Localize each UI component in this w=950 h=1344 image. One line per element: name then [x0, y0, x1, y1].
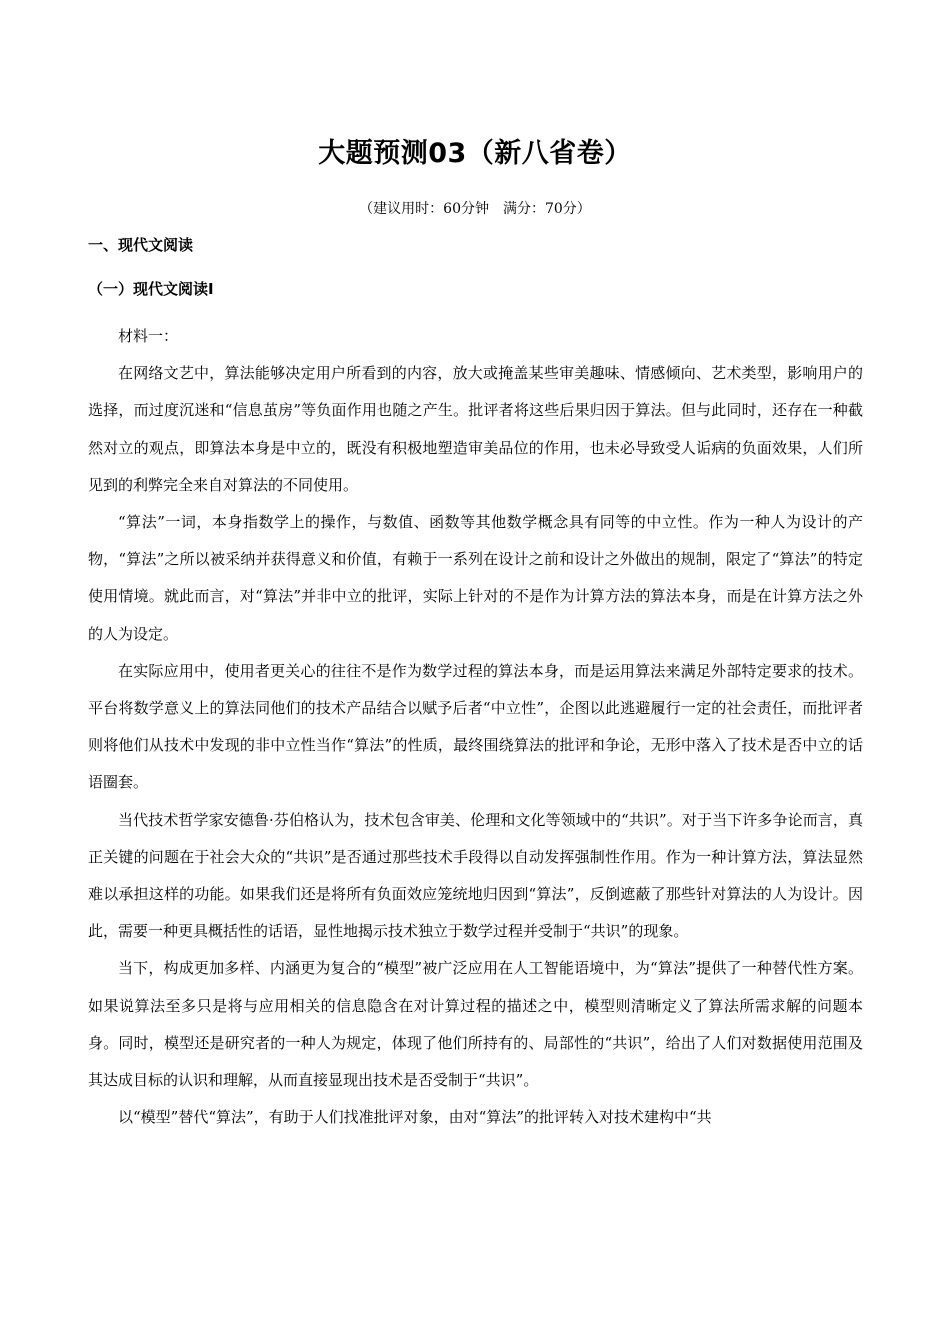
time-and-score-note: （建议用时：60分钟 满分：70分）: [359, 201, 591, 217]
passage-paragraph: 当代技术哲学家安德鲁·芬伯格认为，技术包含审美、伦理和文化等领域中的“共识”。对于当下许多争论而言，真正关键的问题在于社会大众的“共识”是否通过那些技术手段得以自动发挥强制性作用。作为一种计算方法，算法显然难以承担这样的功能。如果我们还是将所有负面效应笼统地归因到“算法”，反倒遮蔽了那些针对算法的人为设计。因此，需要一种更具概括性的话语，显性地揭示技术独立于数学过程并受制于“共识”的现象。: [88, 810, 863, 941]
passage-paragraph: 在实际应用中，使用者更关心的往往不是作为数学过程的算法本身，而是运用算法来满足外部特定要求的技术。平台将数学意义上的算法同他们的技术产品结合以赋予后者“中立性”，企图以此逃避履行一定的社会责任，而批评者则将他们从技术中发现的非中立性当作“算法”的性质，最终围绕算法的批评和争论，无形中落入了技术是否中立的话语圈套。: [88, 661, 863, 792]
page-title: 大题预测03（新八省卷）: [318, 138, 632, 169]
passage-paragraph: 在网络文艺中，算法能够决定用户所看到的内容，放大或掩盖某些审美趣味、情感倾向、艺术类型，影响用户的选择，而过度沉迷和“信息茧房”等负面作用也随之产生。批评者将这些后果归因于算法。但与此同时，还存在一种截然对立的观点，即算法本身是中立的，既没有积极地塑造审美品位的作用，也未必导致受人诟病的负面效果，人们所见到的利弊完全来自对算法的不同使用。: [88, 364, 863, 494]
passage-paragraph: 当下，构成更加多样、内涵更为复合的“模型”被广泛应用在人工智能语境中，为“算法”提供了一种替代性方案。如果说算法至多只是将与应用相关的信息隐含在对计算过程的描述之中，模型则清晰定义了算法所需求解的问题本身。同时，模型还是研究者的一种人为规定，体现了他们所持有的、局部性的“共识”，给出了人们对数据使用范围及其达成目标的认识和理解，从而直接显现出技术是否受制于“共识”。: [88, 959, 863, 1090]
section-heading: 一、现代文阅读: [88, 236, 194, 254]
reading-passage: [88, 318, 863, 1136]
subsection-heading: （一）现代文阅读Ⅰ: [88, 280, 214, 298]
material-label: 材料一：: [118, 327, 179, 345]
passage-paragraph: “算法”一词，本身指数学上的操作，与数值、函数等其他数学概念具有同等的中立性。作为一种人为设计的产物，“算法”之所以被采纳并获得意义和价值，有赖于一系列在设计之前和设计之外做出的规制，限定了“算法”的特定使用情境。就此而言，对“算法”并非中立的批评，实际上针对的不是作为计算方法的算法本身，而是在计算方法之外的人为设定。: [88, 513, 863, 643]
passage-paragraph: 以“模型”替代“算法”，有助于人们找准批评对象，由对“算法”的批评转入对技术建构中“共: [118, 1108, 712, 1127]
